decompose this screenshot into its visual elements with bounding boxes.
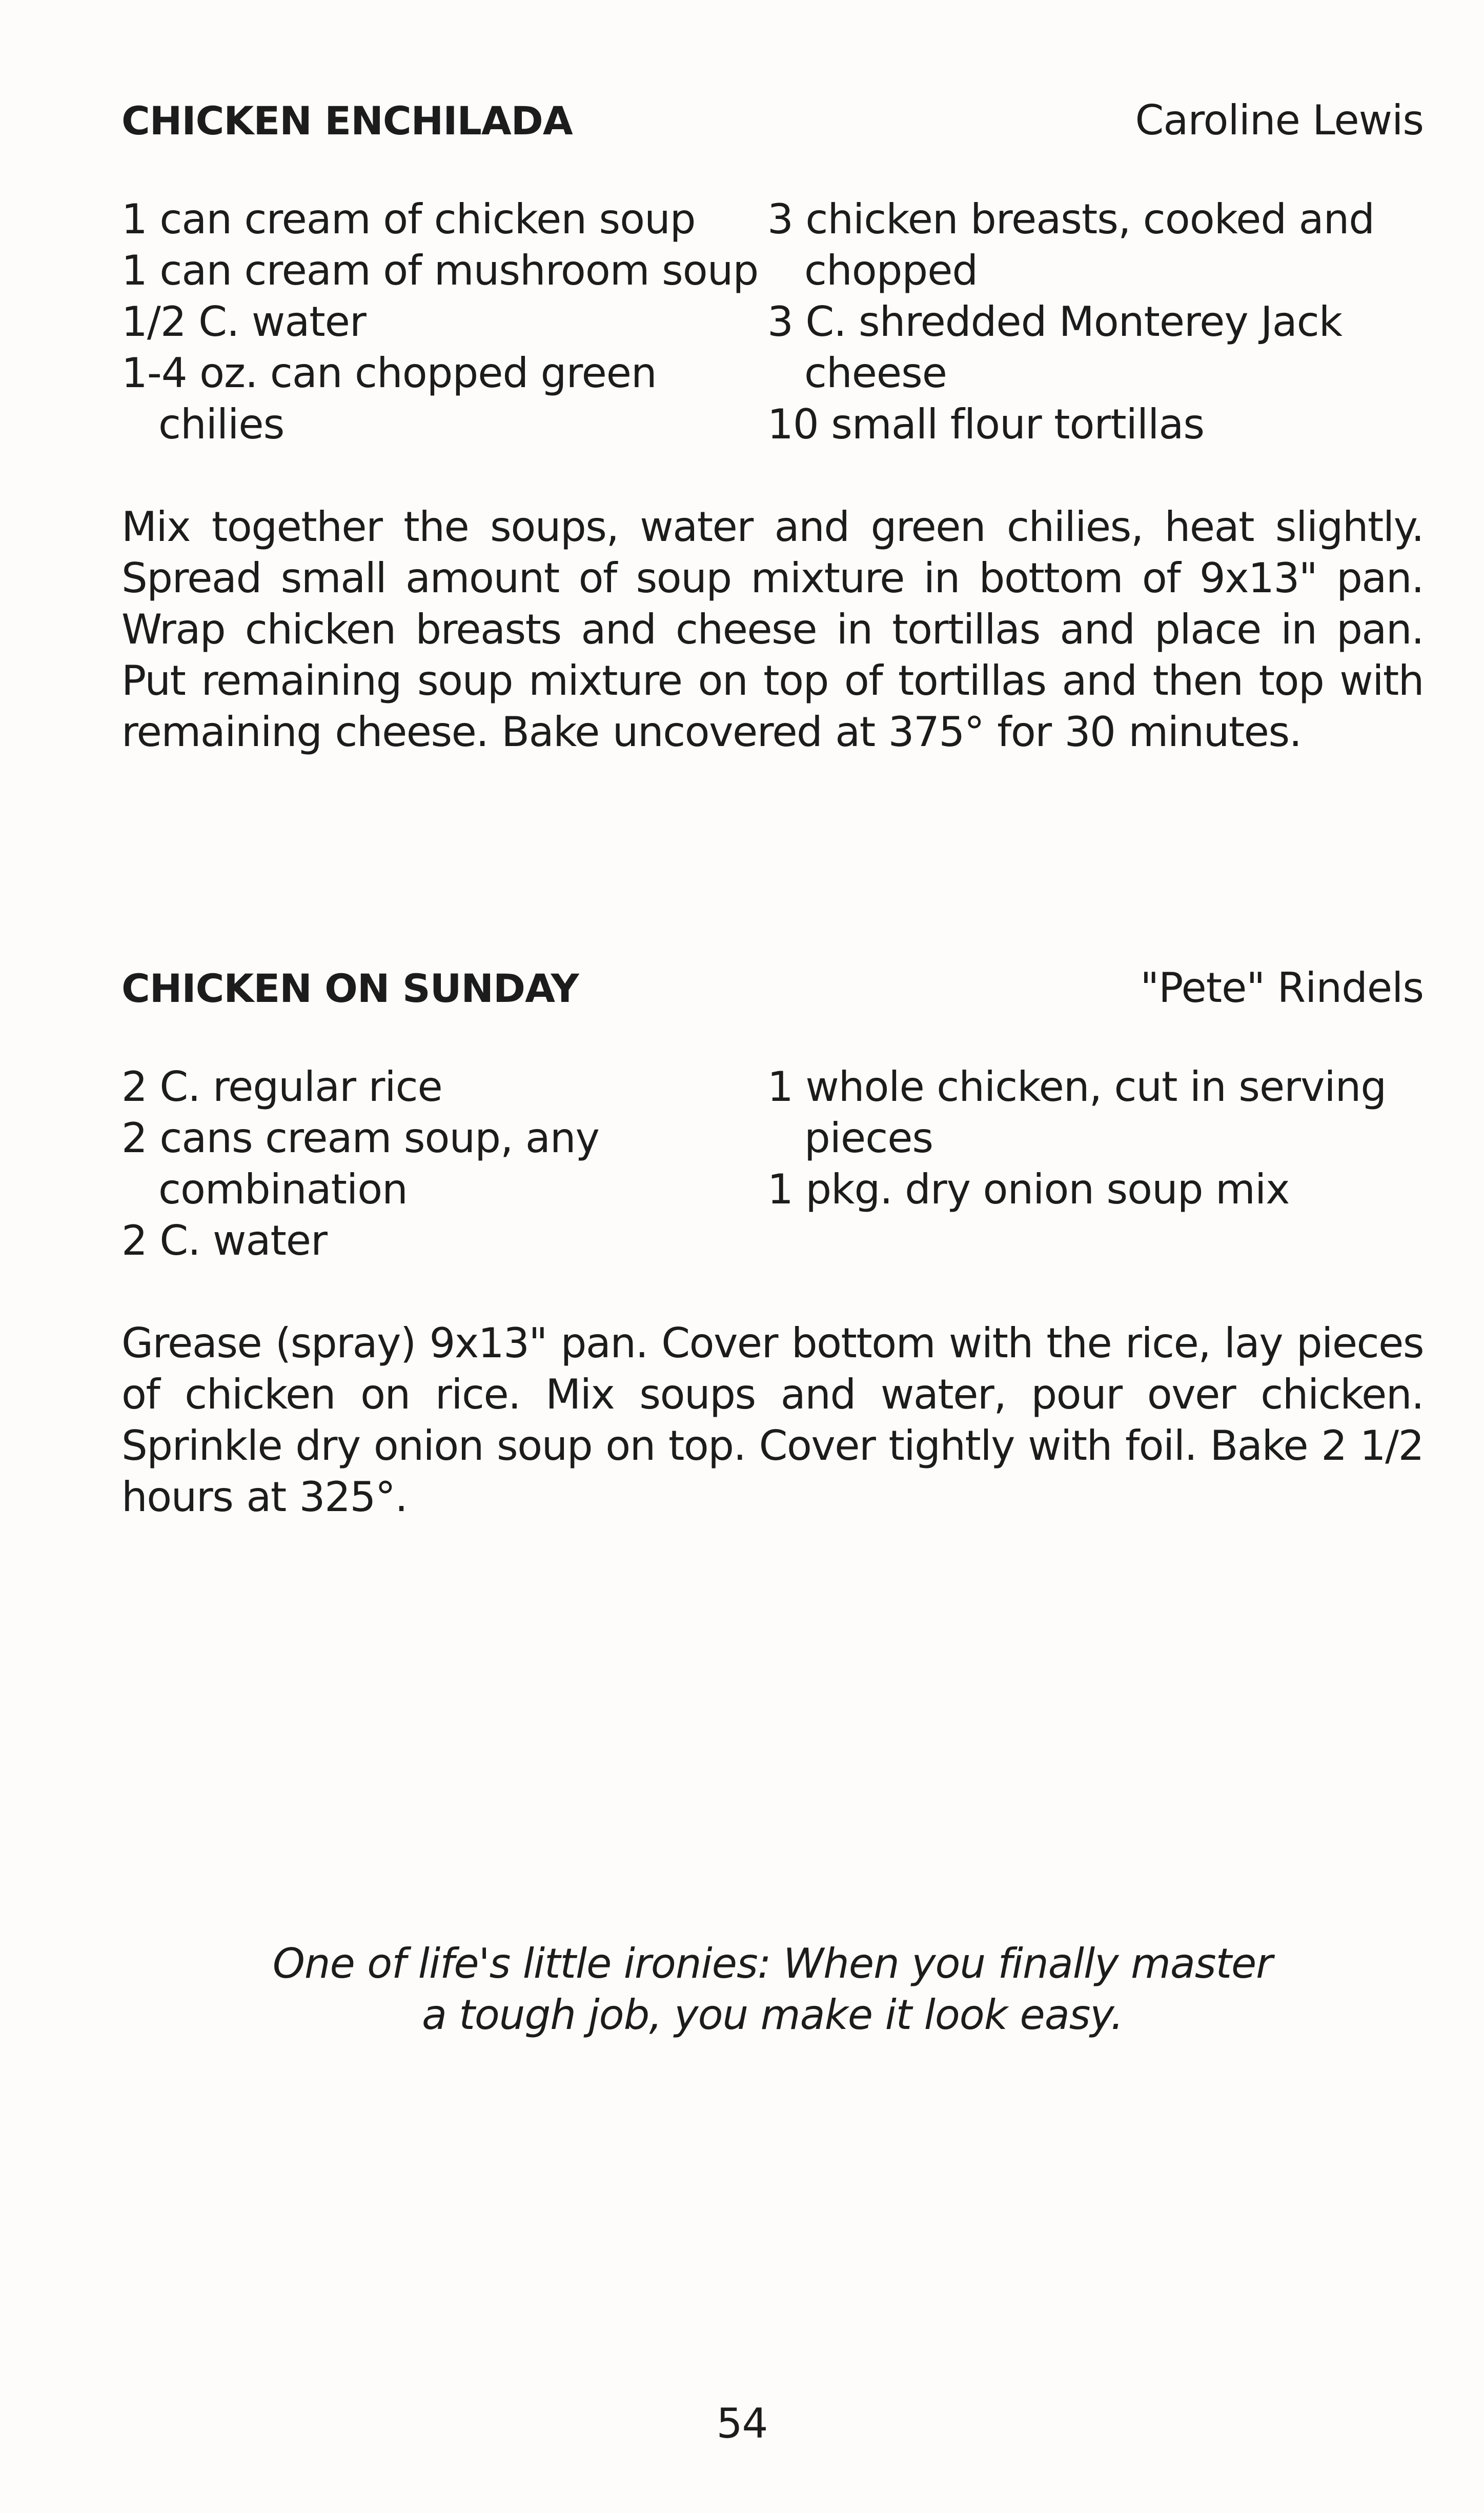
recipe-title: CHICKEN ON SUNDAY (121, 966, 579, 1011)
ingredient-item: 1 can cream of chicken soup (121, 195, 696, 243)
ingredient-item: 2 C. water (121, 1217, 327, 1264)
ingredient-item: 1 can cream of mushroom soup (121, 247, 759, 294)
recipe-header (121, 964, 1424, 1020)
quote-line: One of life's little ironies: When you finally master (272, 1940, 1273, 1987)
ingredient-item: 1 whole chicken, cut in serving pieces (767, 1063, 1387, 1162)
filler-quote (121, 1938, 1424, 2041)
ingredient-item: 1/2 C. water (121, 298, 366, 346)
recipe-author: Caroline Lewis (1135, 96, 1424, 144)
recipe-author: "Pete" Rindels (1140, 964, 1424, 1012)
ingredient-item: 3 C. shredded Monterey Jack cheese (767, 298, 1343, 397)
ingredient-item: 2 cans cream soup, any combination (121, 1114, 599, 1213)
ingredient-item: 2 C. regular rice (121, 1063, 442, 1111)
recipe-header (121, 96, 1424, 153)
ingredient-item: 10 small flour tortillas (767, 400, 1205, 448)
ingredient-column-left (121, 1061, 767, 1266)
ingredient-column-right (767, 194, 1424, 450)
recipe-chicken-enchilada (121, 96, 1424, 799)
ingredient-item: 1 pkg. dry onion soup mix (767, 1165, 1290, 1213)
ingredient-list (121, 1061, 1424, 1266)
ingredient-item: 1-4 oz. can chopped green chilies (121, 349, 657, 448)
recipe-instructions: Grease (spray) 9x13" pan. Cover bottom with the rice, lay pieces of chicken on rice. Mix soups and water, pour over chicken. Sprinkle dry onion soup on top. Cover tightly with foil. Bake 2 1/2 hours at 325°. (121, 1319, 1424, 1521)
ingredient-column-left (121, 194, 767, 450)
ingredient-list (121, 194, 1424, 450)
ingredient-item: 3 chicken breasts, cooked and chopped (767, 195, 1375, 294)
ingredient-column-right (767, 1061, 1424, 1266)
quote-line: a tough job, you make it look easy. (422, 1991, 1123, 2039)
page-number: 54 (716, 2400, 768, 2447)
recipe-chicken-on-sunday (121, 964, 1424, 1564)
recipe-title: CHICKEN ENCHILADA (121, 98, 573, 144)
recipe-instructions: Mix together the soups, water and green chilies, heat slightly. Spread small amount of soup mixture in bottom of 9x13" pan. Wrap chicken breasts and cheese in tortillas and place in pan. Put remaining soup mixture on top of tortillas and then top with remaining cheese. Bake uncovered at 375° for 30 minutes. (121, 503, 1424, 756)
